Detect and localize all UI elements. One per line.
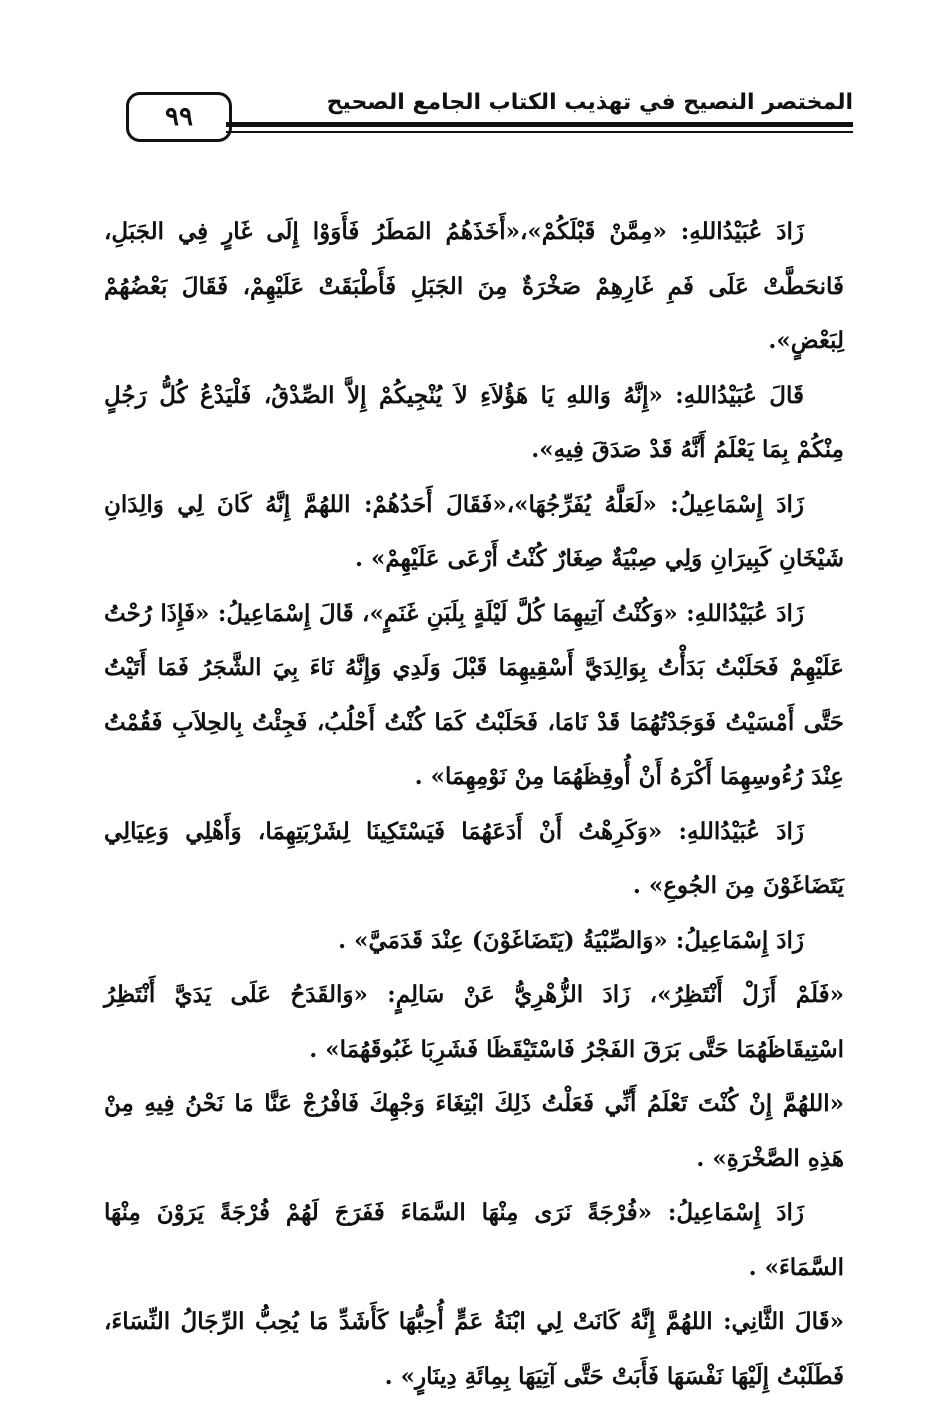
paragraph-9: زَادَ إِسْمَاعِيلُ: «فُرْجَةً نَرَى مِنْهَا السَّمَاءَ فَفَرَجَ لَهُمْ فُرْجَةً يَرَوْنَ مِنْهَا السَّمَاءَ» . bbox=[104, 1199, 844, 1281]
paragraph-3: زَادَ إِسْمَاعِيلُ: «لَعَلَّهُ يُفَرِّجُهَا»،«فَقَالَ أَحَدُهُمْ: اللهُمَّ إِنَّهُ كَانَ لِي وَالِدَانِ شَيْخَانِ كَبِيرَانِ وَلِي صِبْيَةٌ صِغَارٌ كُنْتُ أَرْعَى عَلَيْهِمْ» . bbox=[104, 490, 844, 572]
paragraph-7: «فَلَمْ أَزَلْ أَنْتَظِرُ»، زَادَ الزُّهْرِيُّ عَنْ سَالِمٍ: «وَالقَدَحُ عَلَى يَدَيَّ أَنْتَظِرُ اسْتِيقَاظَهُمَا حَتَّى بَرَقَ الفَجْرُ فَاسْتَيْقَظَا فَشَرِبَا غَبُوقَهُمَا» . bbox=[104, 981, 844, 1063]
running-title: المختصر النصيح في تهذيب الكتاب الجامع الصحيح bbox=[326, 90, 853, 115]
paragraph-5: زَادَ عُبَيْدُاللهِ: «وَكَرِهْتُ أَنْ أَدَعَهُمَا فَيَسْتَكِينَا لِشَرْبَتِهِمَا، وَأَهْلِي وَعِيَالِي يَتَضَاغَوْنَ مِنَ الجُوعِ» . bbox=[104, 817, 844, 899]
header-rule bbox=[226, 122, 853, 127]
paragraph-2: قَالَ عُبَيْدُاللهِ: «إِنَّهُ وَاللهِ يَا هَؤُلاَءِ لاَ يُنْجِيكُمْ إِلاَّ الصِّدْقُ، فَلْيَدْعُ كُلُّ رَجُلٍ مِنْكُمْ بِمَا يَعْلَمُ أَنَّهُ قَدْ صَدَقَ فِيهِ». bbox=[104, 381, 844, 463]
paragraph-4: زَادَ عُبَيْدُاللهِ: «وَكُنْتُ آتِيهِمَا كُلَّ لَيْلَةٍ بِلَبَنِ غَنَمٍ»، قَالَ إِسْمَاعِيلُ: «فَإِذَا رُحْتُ عَلَيْهِمْ فَحَلَبْتُ بَدَأْتُ بِوَالِدَيَّ أَسْقِيهِمَا قَبْلَ وَلَدِي وَإِنَّهُ نَاءَ بِيَ الشَّجَرُ فَمَا أَتَيْتُ حَتَّى أَمْسَيْتُ فَوَجَدْتُهُمَا قَدْ نَامَا، فَحَلَبْتُ كَمَا كُنْتُ أَحْلُبُ، فَجِئْتُ بِالحِلاَبِ فَقُمْتُ عِنْدَ رُءُوسِهِمَا أَكْرَهُ أَنْ أُوقِظَهُمَا مِنْ نَوْمِهِمَا» . bbox=[104, 599, 844, 790]
paragraph-6: زَادَ إِسْمَاعِيلُ: «وَالصِّبْيَةُ (يَتَضَاغَوْنَ) عِنْدَ قَدَمَيَّ» . bbox=[338, 926, 804, 954]
body-text bbox=[104, 205, 844, 1404]
page-number: ٩٩ bbox=[126, 92, 232, 142]
header-rule-thin bbox=[226, 131, 853, 133]
paragraph-1: زَادَ عُبَيْدُاللهِ: «مِمَّنْ قَبْلَكُمْ»،«أَخَذَهُمُ المَطَرُ فَأَوَوْا إِلَى غَارٍ فِي الجَبَلِ، فَانحَطَّتْ عَلَى فَمِ غَارِهِمْ صَخْرَةٌ مِنَ الجَبَلِ فَأَطْبَقَتْ عَلَيْهِمْ، فَقَالَ بَعْضُهُمْ لِبَعْضٍ». bbox=[104, 218, 844, 354]
paragraph-10: «قَالَ الثَّانِي: اللهُمَّ إِنَّهُ كَانَتْ لِي ابْنَةُ عَمٍّ أُحِبُّهَا كَأَشَدِّ مَا يُحِبُّ الرِّجَالُ النِّسَاءَ، فَطَلَبْتُ إِلَيْهَا نَفْسَهَا فَأَبَتْ حَتَّى آتِيَهَا بِمِائَةِ دِينَارٍ» . bbox=[104, 1308, 844, 1390]
page-header bbox=[118, 80, 853, 152]
paragraph-8: «اللهُمَّ إِنْ كُنْتَ تَعْلَمُ أَنِّي فَعَلْتُ ذَلِكَ ابْتِغَاءَ وَجْهِكَ فَافْرُجْ عَنَّا مَا نَحْنُ فِيهِ مِنْ هَذِهِ الصَّخْرَةِ» . bbox=[104, 1090, 844, 1172]
